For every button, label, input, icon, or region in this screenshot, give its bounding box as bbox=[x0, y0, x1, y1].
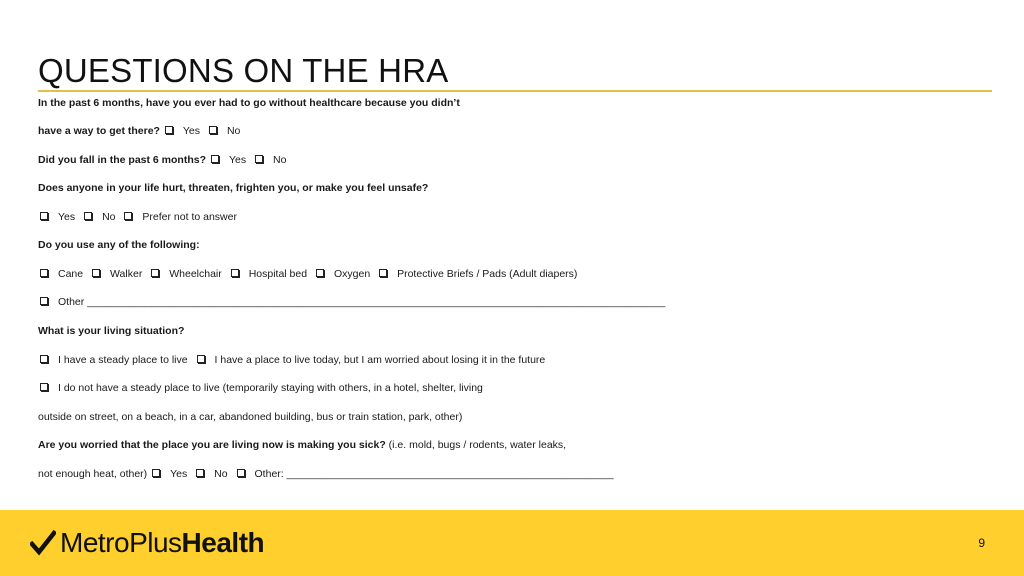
metroplus-logo bbox=[30, 525, 264, 561]
safety-options bbox=[38, 210, 241, 224]
equipment-options bbox=[38, 267, 581, 281]
option-prefer-not: Prefer not to answer bbox=[142, 211, 237, 223]
footer-bar bbox=[0, 510, 1024, 576]
logo-text-metroplus: MetroPlus bbox=[60, 527, 182, 558]
equipment-other bbox=[38, 295, 665, 309]
option-no: No bbox=[226, 125, 241, 137]
option-cane: Cane bbox=[58, 268, 84, 280]
checkbox-hospital-bed[interactable] bbox=[231, 269, 239, 277]
question-housing-sick-text: Are you worried that the place you are living now is making you sick? bbox=[38, 439, 386, 451]
checkbox-steady-place[interactable] bbox=[40, 355, 48, 363]
question-fall bbox=[38, 153, 290, 167]
question-housing-sick-cont: not enough heat, other) bbox=[38, 468, 148, 480]
other-blank-line[interactable]: ________________________________________________________ bbox=[286, 468, 614, 480]
option-no: No bbox=[102, 211, 116, 223]
question-housing-sick-examples: (i.e. mold, bugs / rodents, water leaks, bbox=[385, 439, 567, 451]
checkbox-protective-briefs[interactable] bbox=[379, 269, 387, 277]
question-housing-sick bbox=[38, 438, 566, 452]
page-number: 9 bbox=[978, 536, 985, 550]
question-fall-text: Did you fall in the past 6 months? bbox=[38, 154, 207, 166]
option-no-steady-place: I do not have a steady place to live (temporarily staying with others, in a hotel, shelter, living bbox=[58, 382, 483, 394]
checkbox-fall-yes[interactable] bbox=[211, 155, 219, 163]
checkbox-housing-no[interactable] bbox=[196, 469, 204, 477]
option-protective-briefs: Protective Briefs / Pads (Adult diapers) bbox=[397, 268, 578, 280]
slide-title: QUESTIONS ON THE HRA bbox=[38, 52, 449, 89]
checkbox-equipment-other[interactable] bbox=[40, 297, 48, 305]
option-worried-losing: I have a place to live today, but I am worried about losing it in the future bbox=[214, 354, 546, 366]
checkbox-cane[interactable] bbox=[40, 269, 48, 277]
checkbox-housing-other[interactable] bbox=[237, 469, 245, 477]
checkbox-healthcare-no[interactable] bbox=[209, 126, 217, 134]
living-options-2 bbox=[38, 381, 483, 395]
question-healthcare-text: have a way to get there? bbox=[38, 125, 160, 137]
living-options-2-cont: outside on street, on a beach, in a car, abandoned building, bus or train station, park, other) bbox=[38, 411, 463, 423]
living-options-1 bbox=[38, 353, 549, 367]
question-living-situation: What is your living situation? bbox=[38, 325, 185, 337]
option-oxygen: Oxygen bbox=[333, 268, 371, 280]
checkbox-oxygen[interactable] bbox=[316, 269, 324, 277]
option-yes: Yes bbox=[58, 211, 76, 223]
checkmark-icon bbox=[30, 530, 56, 556]
checkbox-safety-prefer-not[interactable] bbox=[124, 212, 132, 220]
logo-text-health: Health bbox=[181, 527, 265, 558]
option-yes: Yes bbox=[228, 154, 247, 166]
checkbox-no-steady-place[interactable] bbox=[40, 383, 48, 391]
checkbox-healthcare-yes[interactable] bbox=[165, 126, 173, 134]
housing-sick-options bbox=[38, 467, 614, 481]
option-no: No bbox=[214, 468, 228, 480]
other-blank-line[interactable]: ___________________________________________________________________________________________________ bbox=[87, 296, 666, 308]
checkbox-fall-no[interactable] bbox=[255, 155, 263, 163]
question-safety: Does anyone in your life hurt, threaten, frighten you, or make you feel unsafe? bbox=[38, 182, 429, 194]
checkbox-safety-yes[interactable] bbox=[40, 212, 48, 220]
question-healthcare-line2 bbox=[38, 124, 244, 138]
question-equipment: Do you use any of the following: bbox=[38, 239, 200, 251]
option-steady-place: I have a steady place to live bbox=[58, 354, 188, 366]
option-other: Other: bbox=[254, 468, 284, 480]
option-walker: Walker bbox=[110, 268, 143, 280]
question-healthcare-line1: In the past 6 months, have you ever had to go without healthcare because you didn’t bbox=[38, 97, 460, 109]
checkbox-walker[interactable] bbox=[92, 269, 100, 277]
option-wheelchair: Wheelchair bbox=[169, 268, 222, 280]
checkbox-housing-yes[interactable] bbox=[152, 469, 160, 477]
option-yes: Yes bbox=[170, 468, 188, 480]
option-no: No bbox=[273, 154, 287, 166]
option-hospital-bed: Hospital bed bbox=[248, 268, 308, 280]
checkbox-worried-losing[interactable] bbox=[197, 355, 205, 363]
title-divider bbox=[38, 90, 992, 92]
option-other: Other bbox=[58, 296, 85, 308]
checkbox-safety-no[interactable] bbox=[84, 212, 92, 220]
checkbox-wheelchair[interactable] bbox=[151, 269, 159, 277]
option-yes: Yes bbox=[182, 125, 201, 137]
